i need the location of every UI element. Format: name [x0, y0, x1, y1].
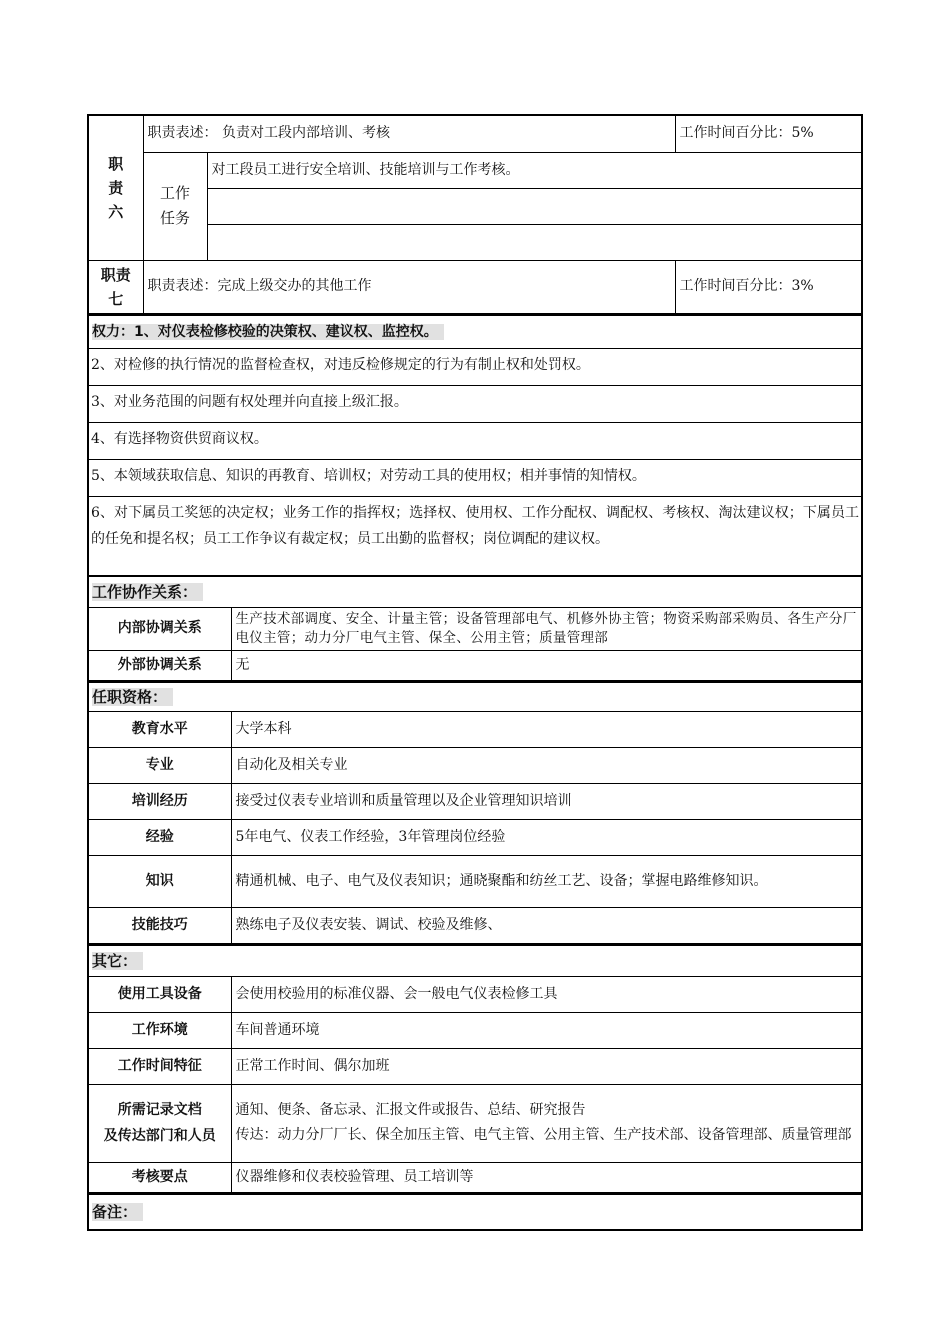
- authority-item-4: 4、有选择物资供贸商议权。: [89, 422, 861, 459]
- education-label: 教育水平: [89, 711, 231, 747]
- duty6-time-percent: 工作时间百分比：5%: [675, 116, 861, 152]
- authority-item-6: 6、对下属员工奖惩的决定权；业务工作的指挥权；选择权、使用权、工作分配权、调配权、考核权、淘汰建议权；下属员工的任免和提名权；员工工作争议有裁定权；员工出勤的监督权；岗位调配的建议权。: [89, 496, 861, 575]
- duty6-task-3: [207, 224, 861, 260]
- duty6-task-2: [207, 188, 861, 224]
- duty7-description: 职责表述：完成上级交办的其他工作: [143, 260, 675, 313]
- assessment-label: 考核要点: [89, 1162, 231, 1192]
- records-value: [231, 1084, 861, 1162]
- tools-value: 会使用校验用的标准仪器、会一般电气仪表检修工具: [231, 976, 861, 1012]
- duties-table: [89, 116, 861, 314]
- education-value: 大学本科: [231, 711, 861, 747]
- remarks-title: 备注：: [89, 1195, 861, 1229]
- external-coordination-value: 无: [231, 650, 861, 680]
- skills-value: 熟练电子及仪表安装、调试、校验及维修、: [231, 907, 861, 943]
- major-label: 专业: [89, 747, 231, 783]
- qualification-table: [89, 711, 861, 944]
- knowledge-value: 精通机械、电子、电气及仪表知识；通晓聚酯和纺丝工艺、设备；掌握电路维修知识。: [231, 855, 861, 907]
- authority-section: [87, 314, 863, 575]
- authority-item-2: 2、对检修的执行情况的监督检查权，对违反检修规定的行为有制止权和处罚权。: [89, 348, 861, 385]
- skills-label: 技能技巧: [89, 907, 231, 943]
- duty6-label: 职 责 六: [89, 116, 143, 260]
- internal-coordination-value: 生产技术部调度、安全、计量主管；设备管理部电气、机修外协主管；物资采购部采购员、各生产分厂电仪主管；动力分厂电气主管、保全、公用主管；质量管理部: [231, 607, 861, 650]
- duty6-description: 职责表述： 负责对工段内部培训、考核: [143, 116, 675, 152]
- external-coordination-label: 外部协调关系: [89, 650, 231, 680]
- environment-label: 工作环境: [89, 1012, 231, 1048]
- cooperation-section: [87, 575, 863, 681]
- records-documents: 通知、便条、备忘录、汇报文件或报告、总结、研究报告: [235, 1102, 586, 1118]
- experience-value: 5年电气、仪表工作经验，3年管理岗位经验: [231, 819, 861, 855]
- records-label: 所需记录文档 及传达部门和人员: [89, 1084, 231, 1162]
- knowledge-label: 知识: [89, 855, 231, 907]
- authority-title: 权力：1、对仪表检修校验的决策权、建议权、监控权。: [89, 316, 861, 348]
- records-recipients: 传达：动力分厂厂长、保全加压主管、电气主管、公用主管、生产技术部、设备管理部、质量管理部: [235, 1127, 852, 1143]
- work-time-label: 工作时间特征: [89, 1048, 231, 1084]
- assessment-value: 仪器维修和仪表校验管理、员工培训等: [231, 1162, 861, 1192]
- experience-label: 经验: [89, 819, 231, 855]
- other-table: [89, 976, 861, 1193]
- internal-coordination-label: 内部协调关系: [89, 607, 231, 650]
- authority-item-5: 5、本领域获取信息、知识的再教育、培训权；对劳动工具的使用权；相并事情的知情权。: [89, 459, 861, 496]
- work-time-value: 正常工作时间、偶尔加班: [231, 1048, 861, 1084]
- tools-label: 使用工具设备: [89, 976, 231, 1012]
- training-value: 接受过仪表专业培训和质量管理以及企业管理知识培训: [231, 783, 861, 819]
- major-value: 自动化及相关专业: [231, 747, 861, 783]
- job-description-table: [87, 114, 863, 1231]
- authority-item-3: 3、对业务范围的问题有权处理并向直接上级汇报。: [89, 385, 861, 422]
- duties-section: [87, 114, 863, 314]
- duty6-task-1: 对工段员工进行安全培训、技能培训与工作考核。: [207, 152, 861, 188]
- training-label: 培训经历: [89, 783, 231, 819]
- remarks-section: [87, 1193, 863, 1231]
- environment-value: 车间普通环境: [231, 1012, 861, 1048]
- duty6-task-label: 工作 任务: [143, 152, 207, 260]
- cooperation-table: [89, 607, 861, 681]
- duty7-time-percent: 工作时间百分比：3%: [675, 260, 861, 313]
- qualification-section: [87, 681, 863, 944]
- cooperation-title: 工作协作关系：: [89, 577, 861, 607]
- other-title: 其它：: [89, 946, 861, 976]
- other-section: [87, 944, 863, 1193]
- qualification-title: 任职资格：: [89, 683, 861, 711]
- duty7-label: 职责 七: [89, 260, 143, 313]
